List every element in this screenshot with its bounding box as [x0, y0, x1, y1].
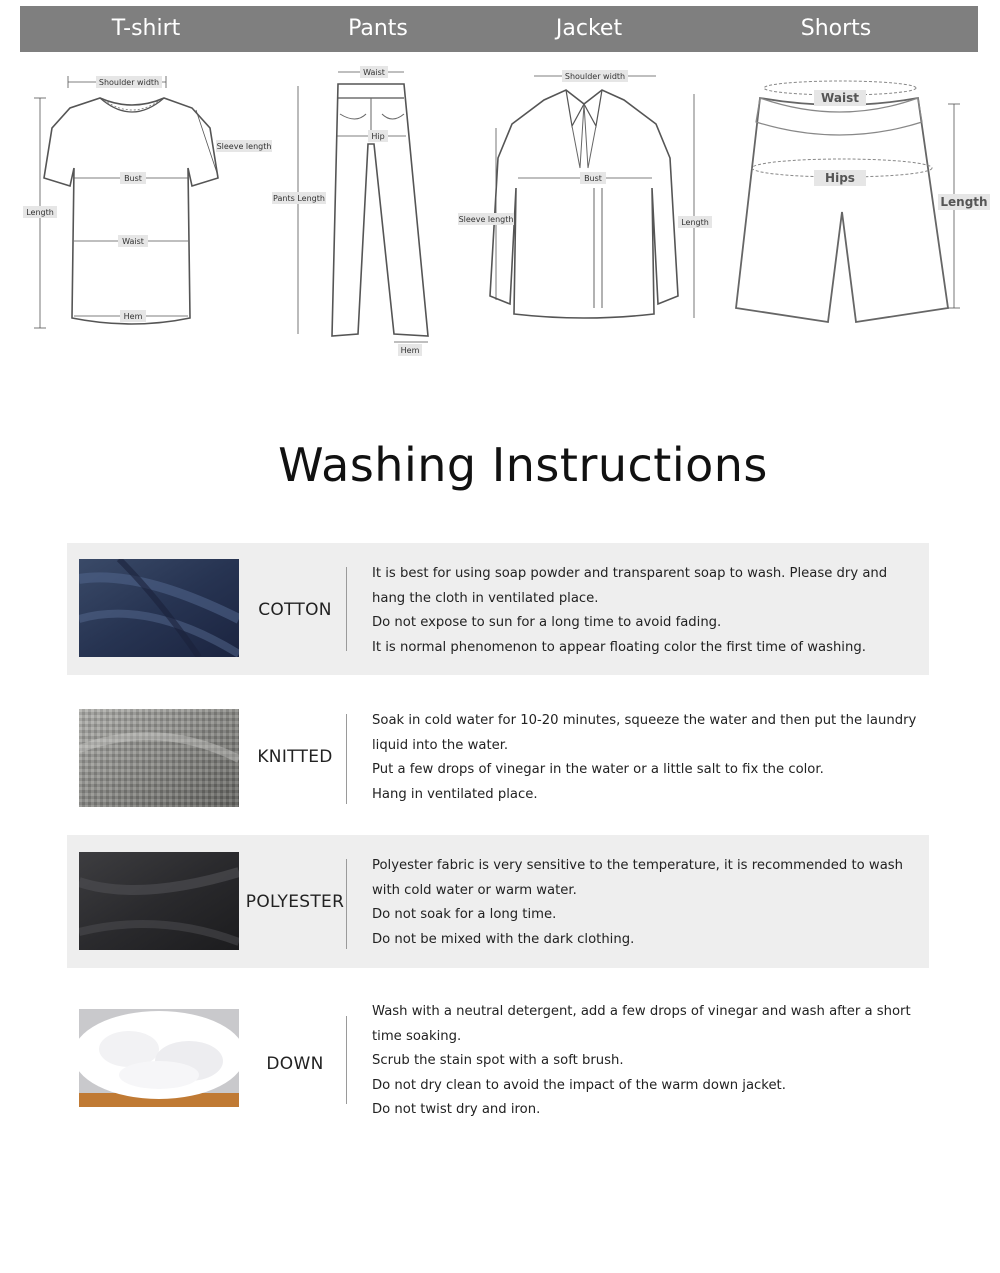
instruction-line: Wash with a neutral detergent, add a few drops of vinegar and wash after a short time soaking.: [372, 1004, 911, 1044]
tab-pants: Pants: [348, 16, 408, 41]
tshirt-bust-label: Bust: [124, 174, 142, 183]
instruction-line: Do not dry clean to avoid the impact of the warm down jacket.: [372, 1077, 786, 1093]
tshirt-shoulder-label: Shoulder width: [98, 78, 160, 87]
tshirt-outline: [20, 68, 280, 340]
pants-outline: [270, 64, 440, 358]
tab-shorts: Shorts: [800, 16, 872, 41]
instruction-line: Hang in ventilated place.: [372, 786, 538, 802]
shorts-size-diagram: [730, 76, 992, 328]
tshirt-sleeve-label: Sleeve length: [216, 142, 272, 151]
fabric-name-cotton: COTTON: [258, 600, 332, 620]
jacket-size-diagram: [456, 68, 716, 328]
fabric-row-polyester: [67, 835, 929, 968]
jacket-outline: [456, 68, 716, 328]
instruction-line: Do not expose to sun for a long time to avoid fading.: [372, 615, 722, 631]
pants-hem-label: Hem: [400, 346, 420, 355]
shorts-length-label: Length: [940, 195, 988, 209]
tab-tshirt: T-shirt: [111, 16, 181, 41]
pants-size-diagram: [270, 64, 440, 358]
knitted-instructions: [372, 709, 924, 807]
jacket-length-label: Length: [681, 218, 709, 227]
instruction-line: It is normal phenomenon to appear floating color the first time of washing.: [372, 639, 866, 655]
shorts-hips-label: Hips: [825, 171, 855, 185]
tshirt-length-label: Length: [26, 208, 54, 217]
clothing-type-bar: [20, 6, 978, 52]
row-divider: [346, 714, 347, 804]
tshirt-size-diagram: [20, 68, 280, 340]
instruction-line: Do not be mixed with the dark clothing.: [372, 931, 635, 947]
instruction-line: Put a few drops of vinegar in the water or a little salt to fix the color.: [372, 762, 824, 778]
pants-hip-label: Hip: [371, 132, 385, 141]
down-instructions: [372, 1000, 924, 1123]
jacket-bust-label: Bust: [584, 174, 602, 183]
row-divider: [346, 859, 347, 949]
pants-waist-label: Waist: [363, 68, 385, 77]
instruction-line: Do not twist dry and iron.: [372, 1102, 541, 1118]
pants-length-label: Pants Length: [273, 194, 325, 203]
cotton-fabric-image: [79, 559, 239, 657]
instruction-line: Polyester fabric is very sensitive to the temperature, it is recommended to wash with cold water or warm water.: [372, 858, 904, 898]
jacket-sleeve-label: Sleeve length: [458, 215, 514, 224]
shorts-outline: [730, 76, 992, 328]
instruction-line: Soak in cold water for 10-20 minutes, squeeze the water and then put the laundry liquid into the water.: [372, 713, 917, 753]
fabric-name-down: DOWN: [266, 1054, 324, 1074]
instruction-line: Scrub the stain spot with a soft brush.: [372, 1053, 624, 1069]
tshirt-hem-label: Hem: [123, 312, 143, 321]
fabric-row-knitted: [67, 690, 929, 822]
fabric-row-down: [67, 990, 929, 1140]
fabric-row-cotton: [67, 543, 929, 675]
polyester-instructions: [372, 854, 924, 952]
tab-jacket: Jacket: [555, 16, 623, 41]
down-feather-image: [79, 1009, 239, 1107]
instruction-line: It is best for using soap powder and transparent soap to wash. Please dry and hang the cloth in ventilated place.: [372, 566, 888, 606]
row-divider: [346, 1016, 347, 1104]
washing-instructions-title: Washing Instructions: [278, 438, 768, 492]
row-divider: [346, 567, 347, 651]
cotton-instructions: [372, 562, 924, 660]
shorts-waist-label: Waist: [821, 91, 859, 105]
tshirt-waist-label: Waist: [122, 237, 144, 246]
fabric-name-knitted: KNITTED: [257, 747, 333, 767]
polyester-fabric-image: [79, 852, 239, 950]
jacket-shoulder-label: Shoulder width: [564, 72, 626, 81]
instruction-line: Do not soak for a long time.: [372, 907, 557, 923]
fabric-name-polyester: POLYESTER: [245, 892, 345, 912]
knitted-fabric-image: [79, 709, 239, 807]
